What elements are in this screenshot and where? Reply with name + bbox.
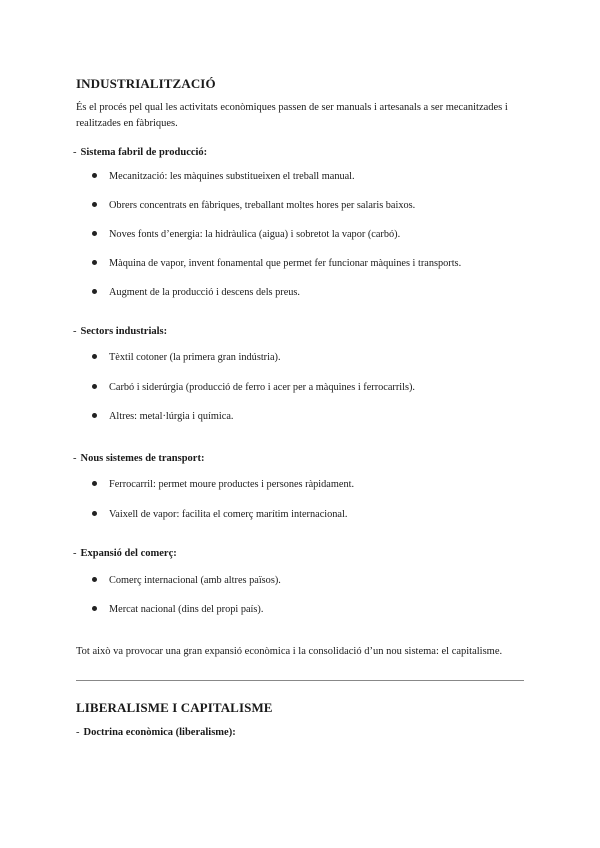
heading-text: Expansió del comerç: <box>80 548 177 559</box>
list-item-text: Altres: metal·lúrgia i química. <box>109 411 234 422</box>
list-item-text: Carbó i siderúrgia (producció de ferro i acer per a màquines i ferrocarrils). <box>109 382 416 393</box>
horizontal-divider <box>76 680 524 681</box>
heading-doctrina-economica <box>76 727 236 738</box>
heading-text: Sectors industrials: <box>80 326 168 337</box>
list-item-text: Vaixell de vapor: facilita el comerç marítim internacional. <box>109 509 348 520</box>
bullet-icon <box>92 577 97 582</box>
list-item <box>92 604 263 615</box>
bullet-icon <box>92 354 97 359</box>
dash-marker: - <box>73 453 77 464</box>
heading-text: Sistema fabril de producció: <box>80 147 208 158</box>
list-item <box>92 258 461 269</box>
bullet-icon <box>92 289 97 294</box>
list-item-text: Mercat nacional (dins del propi país). <box>109 604 264 615</box>
bullet-icon <box>92 260 97 265</box>
heading-expansio-comerc <box>73 548 177 559</box>
heading-text: Doctrina econòmica (liberalisme): <box>83 727 236 738</box>
section-title-liberalisme: LIBERALISME I CAPITALISME <box>76 700 273 715</box>
dash-marker: - <box>73 548 77 559</box>
heading-text: Nous sistemes de transport: <box>80 453 205 464</box>
list-item <box>92 509 347 520</box>
bullet-icon <box>92 384 97 389</box>
list-item-text: Augment de la producció i descens dels preus. <box>109 287 301 298</box>
list-item <box>92 352 281 363</box>
list-item-text: Noves fonts d’energia: la hidràulica (aigua) i sobretot la vapor (carbó). <box>109 229 401 240</box>
list-item-text: Màquina de vapor, invent fonamental que permet fer funcionar màquines i transports. <box>109 258 462 269</box>
dash-marker: - <box>73 147 77 158</box>
list-item <box>92 479 354 490</box>
heading-sistema-fabril <box>73 147 207 158</box>
list-item-text: Comerç internacional (amb altres països). <box>109 575 281 586</box>
conclusion-paragraph: Tot això va provocar una gran expansió econòmica i la consolidació d’un nou sistema: el capitalisme. <box>76 646 503 657</box>
list-item <box>92 200 415 211</box>
heading-sectors-industrials <box>73 326 167 337</box>
bullet-icon <box>92 481 97 486</box>
dash-marker: - <box>73 326 77 337</box>
bullet-icon <box>92 606 97 611</box>
heading-nous-sistemes-transport <box>73 453 204 464</box>
bullet-icon <box>92 511 97 516</box>
list-item-text: Mecanització: les màquines substitueixen el treball manual. <box>109 171 355 182</box>
bullet-icon <box>92 202 97 207</box>
list-item-text: Tèxtil cotoner (la primera gran indústria). <box>109 352 281 363</box>
dash-marker: - <box>76 727 80 738</box>
list-item <box>92 287 300 298</box>
bullet-icon <box>92 173 97 178</box>
bullet-icon <box>92 231 97 236</box>
list-item-text: Ferrocarril: permet moure productes i persones ràpidament. <box>109 479 355 490</box>
intro-paragraph: És el procés pel qual les activitats econòmiques passen de ser manuals i artesanals a ser mecanitzades i realitzades en fàbriques. <box>76 102 508 129</box>
list-item-text: Obrers concentrats en fàbriques, treballant moltes hores per salaris baixos. <box>109 200 416 211</box>
list-item <box>92 411 233 422</box>
list-item <box>92 382 415 393</box>
bullet-icon <box>92 413 97 418</box>
list-item <box>92 171 355 182</box>
list-item <box>92 575 281 586</box>
list-item <box>92 229 400 240</box>
section-title-industrialitzacio: INDUSTRIALITZACIÓ <box>76 76 216 91</box>
